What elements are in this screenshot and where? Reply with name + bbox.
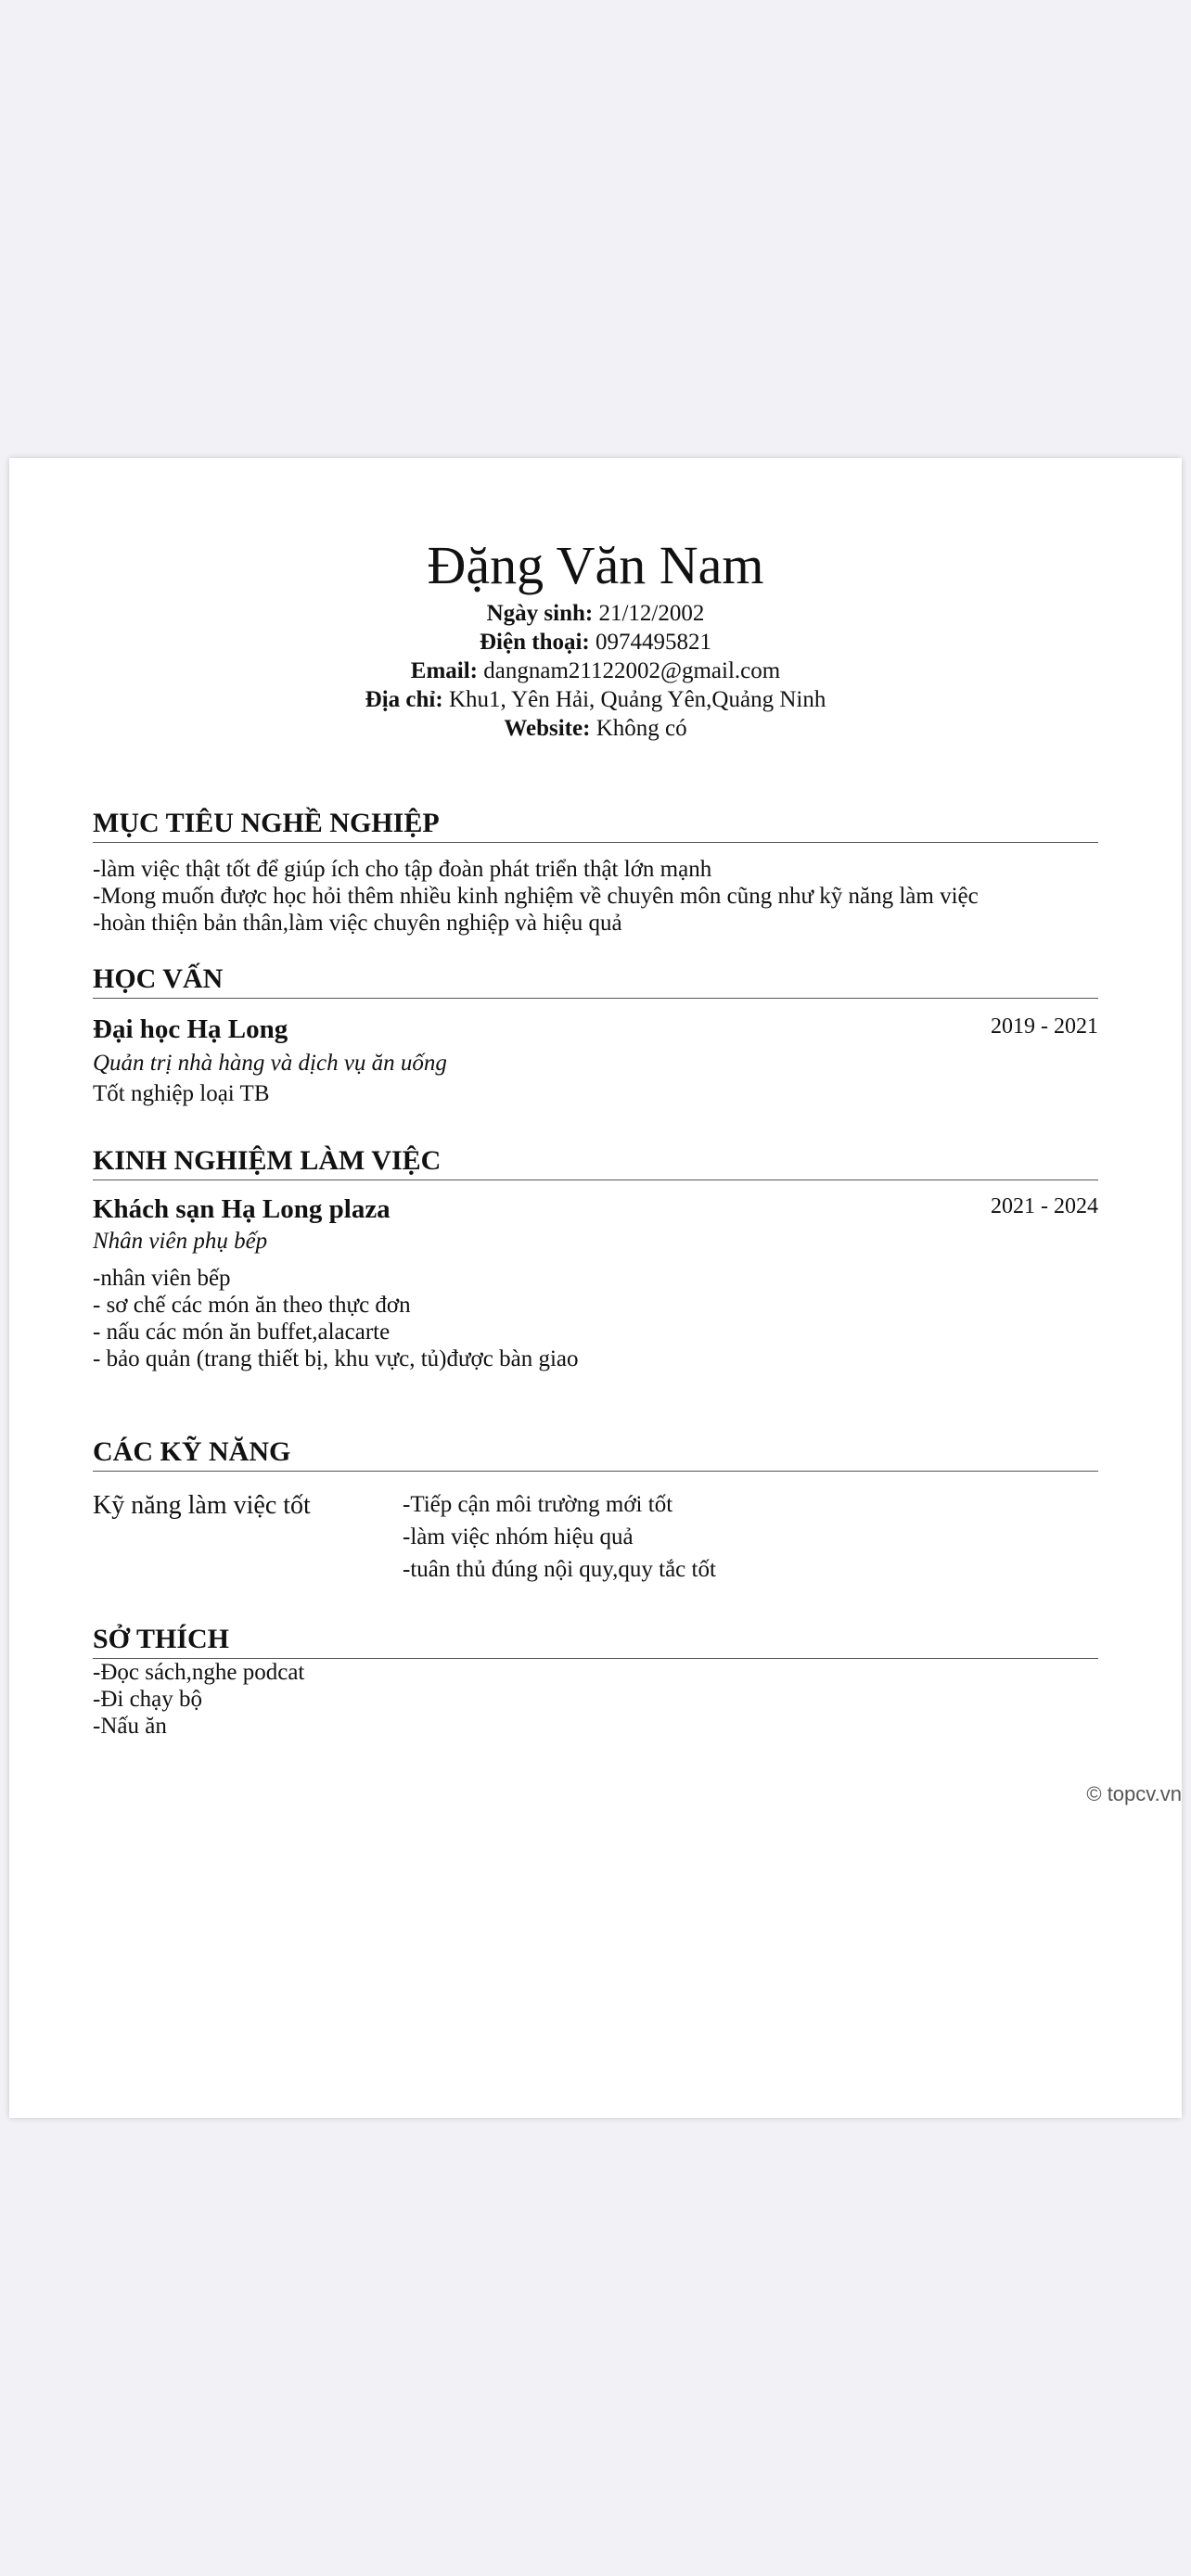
objective-section-title: MỤC TIÊU NGHỀ NGHIỆP — [93, 807, 1098, 843]
experience-line: - bảo quản (trang thiết bị, khu vực, tủ)được bàn giao — [93, 1346, 579, 1371]
skills-list — [403, 1488, 716, 1586]
email-value: dangnam21122002@gmail.com — [478, 658, 781, 683]
address — [9, 685, 1182, 714]
address-label: Địa chỉ: — [365, 687, 443, 712]
phone-value: 0974495821 — [589, 630, 711, 655]
hobby-line: -Nấu ăn — [93, 1714, 167, 1739]
cv-page — [9, 458, 1182, 2118]
experience-line: -nhân viên bếp — [93, 1266, 231, 1291]
hobby-line: -Đọc sách,nghe podcat — [93, 1660, 305, 1685]
website — [9, 714, 1182, 743]
hobby-line: -Đi chạy bộ — [93, 1687, 203, 1712]
job-position: Nhân viên phụ bếp — [93, 1229, 268, 1254]
education-major: Quản trị nhà hàng và dịch vụ ăn uống — [93, 1051, 447, 1076]
website-value: Không có — [590, 716, 687, 741]
email-label: Email: — [410, 658, 478, 683]
skill-item: -làm việc nhóm hiệu quả — [403, 1524, 634, 1549]
objective-line: -làm việc thật tốt để giúp ích cho tập đoàn phát triển thật lớn mạnh — [93, 857, 712, 882]
education-section-title: HỌC VẤN — [93, 963, 1098, 999]
school-name: Đại học Hạ Long — [93, 1014, 288, 1044]
education-note: Tốt nghiệp loại TB — [93, 1081, 270, 1106]
education-period: 2019 - 2021 — [991, 1014, 1098, 1039]
address-value: Khu1, Yên Hải, Quảng Yên,Quảng Ninh — [442, 687, 826, 712]
birth-date-label: Ngày sinh: — [486, 601, 594, 626]
phone — [9, 628, 1182, 657]
birth-date — [9, 599, 1182, 628]
skills-label: Kỹ năng làm việc tốt — [93, 1491, 311, 1520]
candidate-name: Đặng Văn Nam — [427, 535, 764, 595]
website-label: Website: — [504, 716, 591, 741]
experience-list — [93, 1265, 1098, 1372]
objective-line: -Mong muốn được học hỏi thêm nhiều kinh nghiệm về chuyên môn cũng như kỹ năng làm việc — [93, 884, 979, 909]
hobbies-section-title: SỞ THÍCH — [93, 1623, 1098, 1659]
skills-section-title: CÁC KỸ NĂNG — [93, 1435, 1098, 1472]
birth-date-value: 21/12/2002 — [593, 601, 705, 626]
skill-item: -Tiếp cận môi trường mới tốt — [403, 1492, 673, 1517]
topcv-watermark: © topcv.vn — [1086, 1782, 1182, 1805]
cv-header — [9, 532, 1182, 743]
email — [9, 657, 1182, 685]
experience-line: - sơ chế các món ăn theo thực đơn — [93, 1293, 411, 1318]
skill-item: -tuân thủ đúng nội quy,quy tắc tốt — [403, 1557, 716, 1582]
phone-label: Điện thoại: — [480, 630, 590, 655]
objective-list — [93, 856, 1098, 937]
objective-line: -hoàn thiện bản thân,làm việc chuyên nghiệp và hiệu quả — [93, 911, 622, 936]
experience-section-title: KINH NGHIỆM LÀM VIỆC — [93, 1144, 1098, 1180]
company-name: Khách sạn Hạ Long plaza — [93, 1194, 391, 1224]
hobbies-list — [93, 1659, 1098, 1740]
experience-period: 2021 - 2024 — [991, 1194, 1098, 1218]
experience-line: - nấu các món ăn buffet,alacarte — [93, 1320, 391, 1345]
